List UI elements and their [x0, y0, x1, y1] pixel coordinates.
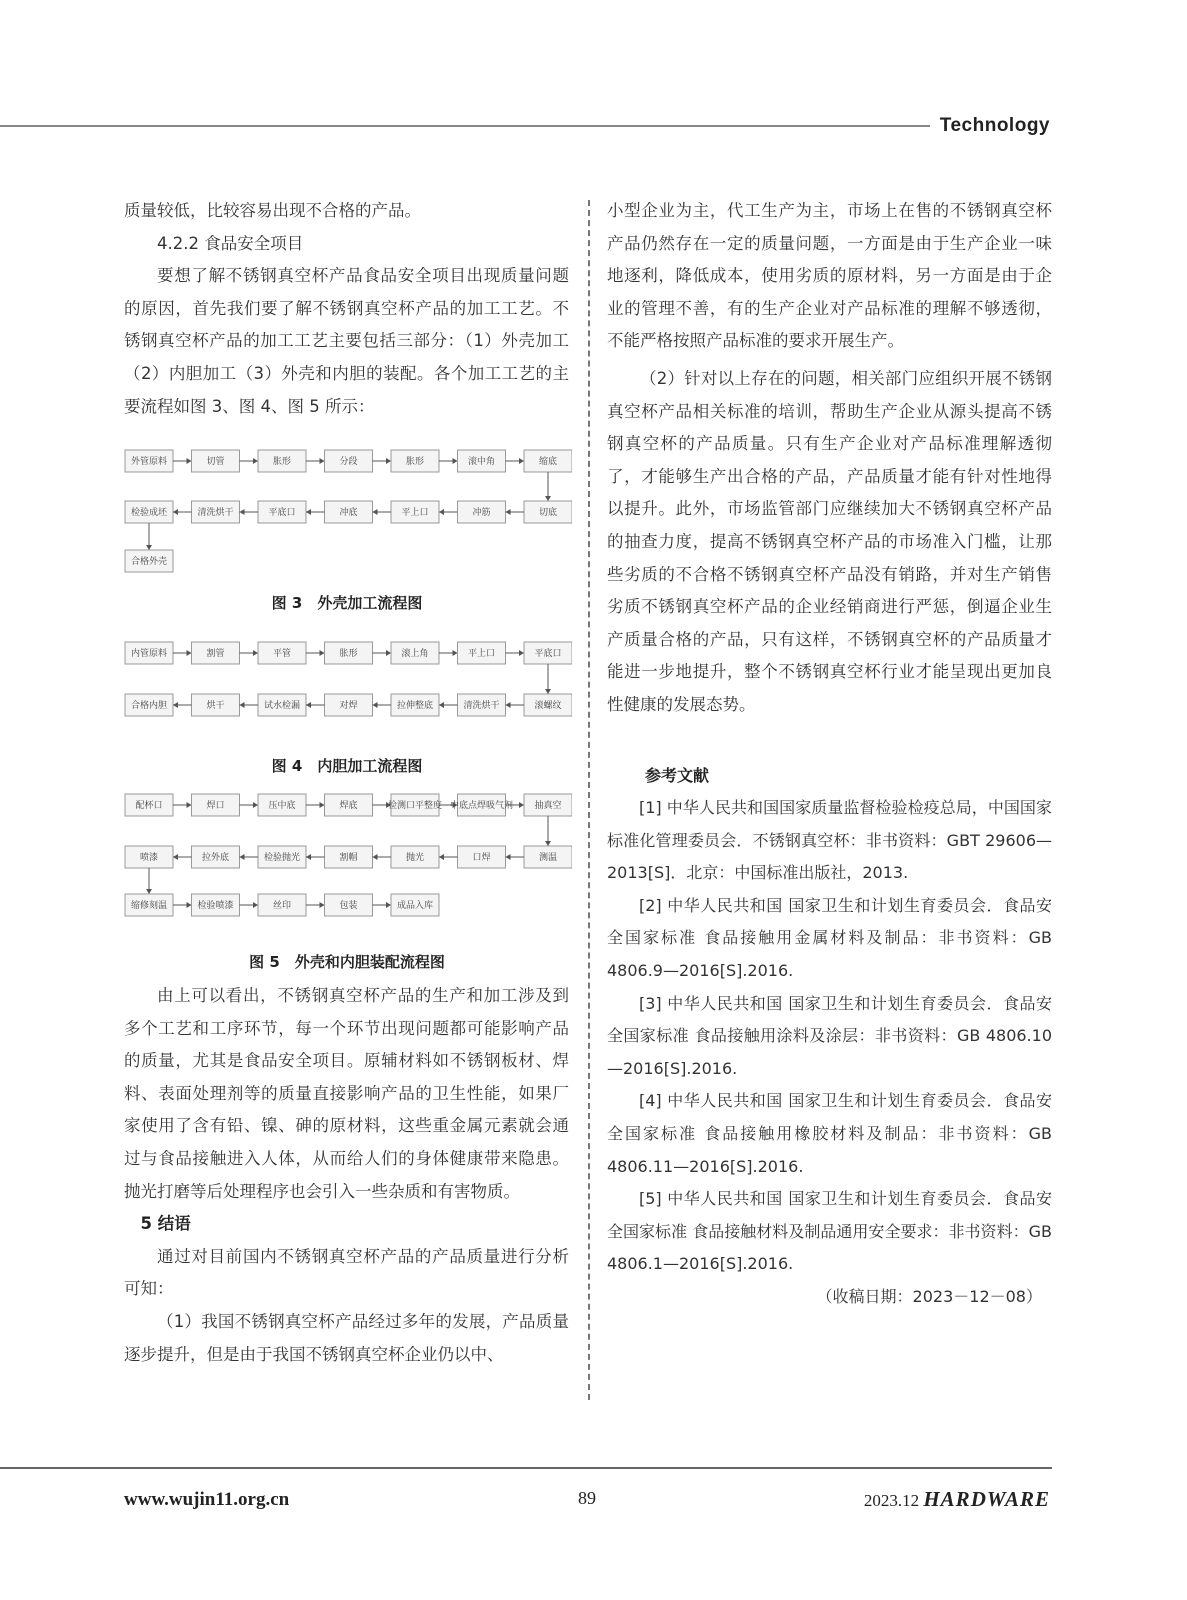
flow-step-label: 平底口 [268, 508, 296, 518]
flow-step-label: 胀形 [339, 649, 358, 659]
paragraph: （1）我国不锈钢真空杯产品经过多年的发展，产品质量逐步提升，但是由于我国不锈钢真空杯企业仍以中、 [124, 1311, 569, 1364]
figure-3-flowchart [122, 446, 572, 576]
flow-step-label: 缩修刻温 [130, 901, 168, 911]
flow-step-label: 切底 [538, 508, 558, 518]
arrow-head [240, 702, 245, 708]
arrow-head [320, 802, 325, 808]
footer-issue [864, 1487, 1050, 1512]
arrow-head [373, 702, 378, 708]
paragraph: 由上可以看出，不锈钢真空杯产品的生产和加工涉及到多个工艺和工序环节，每一个环节出现问题都可能影响产品的质量，尤其是食品安全项目。原辅材料如不锈钢板材、焊料、表面处理剂等的质量直接影响产品的卫生性能，如果厂家使用了含有铅、镍、砷的原材料，这些重金属元素就会通过与食品接触进入人体，从而给人们的身体健康带来隐患。抛光打磨等后处理程序也会引入一些杂质和有害物质。 [124, 986, 569, 1201]
page-number: 89 [578, 1488, 596, 1508]
flow-step-label: 试水检漏 [263, 701, 301, 711]
header-rule [0, 125, 930, 127]
flow-step-label: 缩底 [538, 457, 558, 467]
figure-3-svg [122, 446, 572, 576]
flow-step-label: 平管 [272, 649, 292, 659]
flow-step-label: 包装 [339, 901, 358, 911]
flow-step-label: 滚上角 [401, 649, 429, 659]
arrow-head [173, 509, 178, 515]
flow-step-label: 烘干 [206, 701, 225, 711]
flow-step-label: 抽真空 [534, 801, 562, 811]
paragraph: 要想了解不锈钢真空杯产品食品安全项目出现质量问题的原因，首先我们要了解不锈钢真空杯产品的加工工艺。不锈钢真空杯产品的加工工艺主要包括三部分：（1）外壳加工（2）内胆加工（3）外壳和内胆的装配。各个加工工艺的主要流程如图 3、图 4、图 5 所示： [124, 266, 569, 416]
references-title: 参考文献 [645, 765, 710, 785]
flow-step-label: 平上口 [467, 649, 496, 659]
arrow-head [306, 854, 311, 860]
figure-5-flowchart [122, 790, 572, 920]
arrow-head [240, 854, 245, 860]
received-date: （收稿日期：2023－12－08） [816, 1287, 1042, 1306]
flow-step-label: 合格外壳 [130, 557, 168, 567]
flow-step-label: 检验抛光 [263, 853, 301, 863]
reference-item: [3] 中华人民共和国 国家卫生和计划生育委员会．食品安全国家标准 食品接触用涂料及涂层：非书资料：GB 4806.10—2016[S].2016. [607, 993, 1052, 1078]
flow-step-label: 拉外底 [201, 853, 230, 863]
flow-step-label: 外管原料 [130, 457, 168, 467]
right-column [607, 195, 1052, 1314]
flow-step-label: 喷漆 [139, 853, 159, 863]
flow-step-label: 抛光 [405, 853, 425, 863]
flow-step-label: 中底点焊吸气剂 [449, 801, 514, 811]
arrow-head [320, 458, 325, 464]
arrow-head [253, 802, 258, 808]
arrow-head [320, 902, 325, 908]
footer-url: www.wujin11.org.cn [124, 1489, 290, 1510]
flow-step-label: 滚中角 [467, 457, 496, 467]
arrow-head [386, 902, 391, 908]
flow-step-label: 内管原料 [130, 649, 168, 659]
flow-step-label: 检测口平整度 [387, 801, 443, 811]
paragraph: 质量较低，比较容易出现不合格的产品。 [124, 201, 421, 220]
flow-step-label: 割管 [206, 649, 225, 659]
figure-3-caption: 图 3 外壳加工流程图 [271, 594, 423, 612]
arrow-head [386, 650, 391, 656]
left-column-bottom [124, 980, 569, 1371]
flow-step-label: 丝印 [272, 901, 292, 911]
arrow-head [320, 650, 325, 656]
flow-step-label: 合格内胆 [130, 701, 168, 711]
flow-step-label: 冲筋 [472, 508, 491, 518]
flow-step-label: 测温 [538, 853, 558, 863]
paragraph: 通过对目前国内不锈钢真空杯产品的产品质量进行分析可知： [124, 1246, 569, 1299]
arrow-head [506, 702, 511, 708]
paragraph: （2）针对以上存在的问题，相关部门应组织开展不锈钢真空杯产品相关标准的培训，帮助生产企业从源头提高不锈钢真空杯的产品质量。只有生产企业对产品标准理解透彻了，才能够生产出合格的产品，产品质量才能有针对性地得以提升。此外，市场监管部门应继续加大不锈钢真空杯产品的抽查力度，提高不锈钢真空杯产品的市场准入门槛，让那些劣质的不合格不锈钢真空杯产品没有销路，并对生产销售劣质不锈钢真空杯产品的企业经销商进行严惩，倒逼企业生产质量合格的产品，只有这样，不锈钢真空杯的产品质量才能进一步地提升，整个不锈钢真空杯行业才能呈现出更加良性健康的发展态势。 [607, 368, 1052, 714]
flow-step-label: 成品入库 [396, 901, 434, 911]
arrow-head [545, 689, 551, 694]
reference-item: [5] 中华人民共和国 国家卫生和计划生育委员会．食品安全国家标准 食品接触材料及制品通用安全要求：非书资料：GB 4806.1—2016[S].2016. [607, 1189, 1052, 1274]
arrow-head [187, 458, 192, 464]
flow-step-label: 胀形 [405, 457, 425, 467]
figure-4-caption: 图 4 内胆加工流程图 [271, 757, 423, 775]
arrow-head [506, 509, 511, 515]
flow-step-label: 滚螺纹 [534, 701, 562, 711]
flow-step-label: 分段 [339, 457, 358, 467]
figure-4-flowchart [122, 638, 572, 723]
arrow-head [386, 458, 391, 464]
header-title: Technology [939, 115, 1050, 136]
flow-step-label: 胀形 [272, 457, 292, 467]
arrow-head [240, 509, 245, 515]
flow-step-label: 平上口 [401, 508, 429, 518]
arrow-head [506, 854, 511, 860]
paragraph: 小型企业为主，代工生产为主，市场上在售的不锈钢真空杯产品仍然存在一定的质量问题，一方面是由于生产企业一味地逐利，降低成本，使用劣质的原材料，另一方面是由于企业的管理不善，有的生产企业对产品标准的理解不够透彻，不能严格按照产品标准的要求开展生产。 [607, 201, 1052, 351]
arrow-head [187, 902, 192, 908]
section-heading-conclusion: 5 结语 [140, 1214, 191, 1234]
flow-step-label: 焊口 [206, 801, 225, 811]
arrow-head [519, 650, 524, 656]
flow-step-label: 压中底 [268, 801, 296, 811]
figure-4-svg [122, 638, 572, 723]
arrow-head [439, 509, 444, 515]
arrow-head [519, 458, 524, 464]
arrow-head [519, 802, 524, 808]
arrow-head [253, 902, 258, 908]
arrow-head [439, 702, 444, 708]
flow-step-label: 拉伸整底 [396, 701, 434, 711]
flow-step-label: 检验成坯 [130, 508, 168, 518]
flow-step-label: 对焊 [339, 701, 358, 711]
magazine-name: HARDWARE [923, 1487, 1050, 1511]
section-heading: 4.2.2 食品安全项目 [157, 233, 304, 253]
reference-item: [2] 中华人民共和国 国家卫生和计划生育委员会．食品安全国家标准 食品接触用金属材料及制品：非书资料：GB 4806.9—2016[S].2016. [607, 895, 1052, 981]
arrow-head [439, 854, 444, 860]
figure-5-caption: 图 5 外壳和内胆装配流程图 [249, 953, 445, 971]
arrow-head [545, 496, 551, 501]
arrow-head [373, 854, 378, 860]
flow-step-label: 焊底 [339, 801, 358, 811]
arrow-head [146, 545, 152, 550]
arrow-head [453, 458, 458, 464]
flow-step-label: 配杯口 [135, 801, 163, 811]
issue-date: 2023.12 [863, 1491, 920, 1510]
arrow-head [146, 889, 152, 894]
arrow-head [253, 458, 258, 464]
arrow-head [306, 702, 311, 708]
arrow-head [373, 509, 378, 515]
left-column-top [124, 195, 569, 423]
flow-step-label: 平底口 [534, 649, 562, 659]
flow-step-label: 清洗烘干 [463, 701, 500, 711]
reference-item: [4] 中华人民共和国 国家卫生和计划生育委员会．食品安全国家标准 食品接触用橡胶材料及制品：非书资料：GB 4806.11—2016[S].2016. [607, 1091, 1052, 1176]
flow-step-label: 清洗烘干 [197, 508, 234, 518]
figure-5-svg [122, 790, 572, 920]
arrow-head [187, 650, 192, 656]
column-divider [588, 200, 590, 1400]
arrow-head [253, 650, 258, 656]
arrow-head [173, 854, 178, 860]
arrow-head [545, 841, 551, 846]
flow-step-label: 割帽 [339, 853, 358, 863]
arrow-head [453, 650, 458, 656]
arrow-head [306, 509, 311, 515]
arrow-head [187, 802, 192, 808]
flow-step-label: 口焊 [472, 853, 491, 863]
flow-step-label: 冲底 [339, 508, 358, 518]
flow-step-label: 检验喷漆 [197, 901, 234, 911]
flow-step-label: 切管 [206, 457, 225, 467]
reference-item: [1] 中华人民共和国国家质量监督检验检疫总局，中国国家标准化管理委员会．不锈钢真空杯：非书资料：GBT 29606—2013[S]．北京：中国标准出版社，2013. [607, 798, 1052, 883]
footer-rule [0, 1467, 1052, 1469]
arrow-head [173, 702, 178, 708]
